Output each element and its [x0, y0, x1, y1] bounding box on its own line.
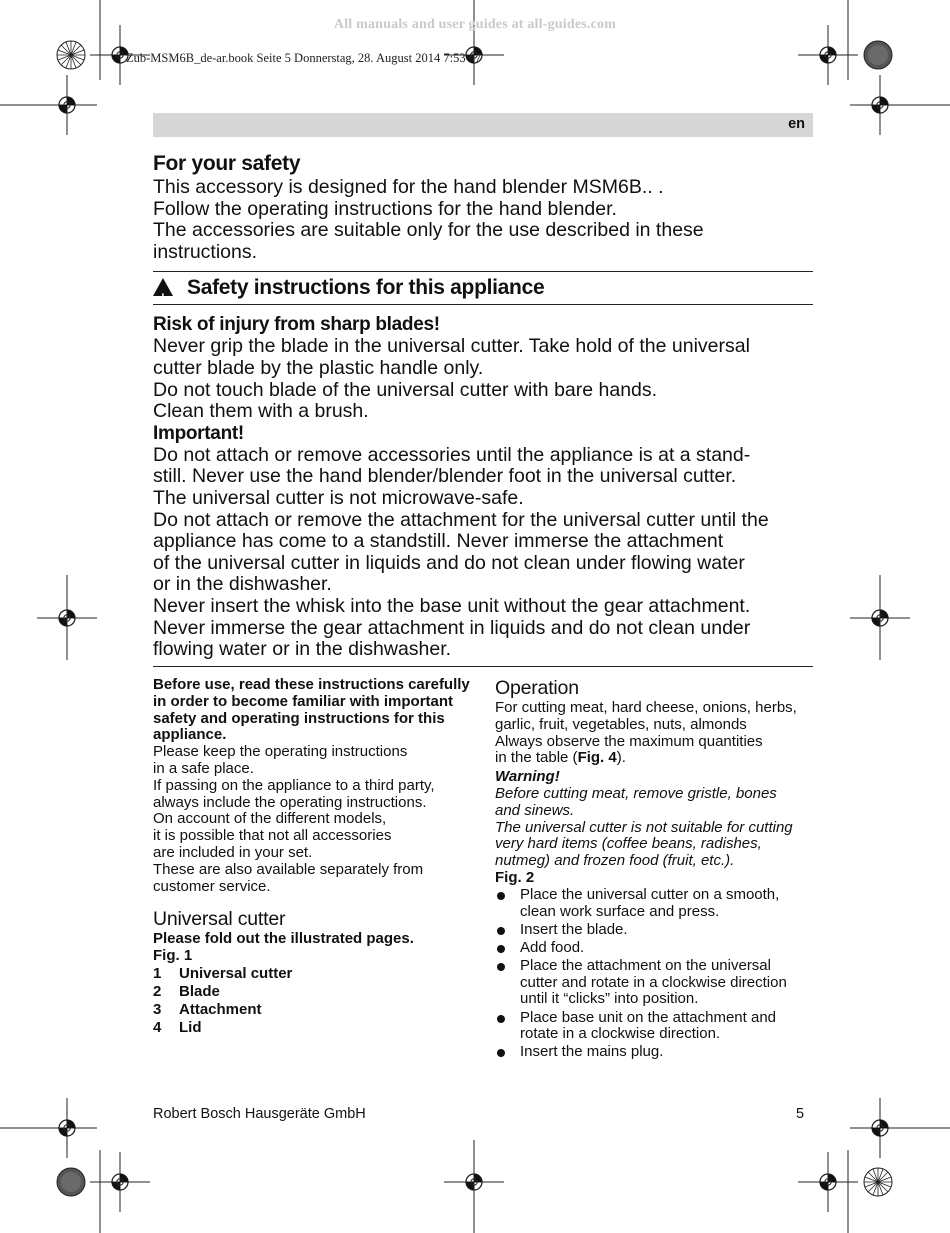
safety-instructions-heading — [153, 272, 818, 304]
fold-out-note: Please fold out the illustrated pages. — [153, 930, 414, 948]
list-item: Insert the mains plug. — [495, 1044, 820, 1061]
warning-line: Before cutting meat, remove gristle, bones — [495, 784, 777, 802]
list-item: 2 Blade — [153, 982, 220, 1000]
list-item: 3 Attachment — [153, 1000, 262, 1018]
left-column — [153, 677, 473, 1037]
intro-bold-line: appliance. — [153, 726, 227, 744]
warning-line: and sinews. — [495, 801, 575, 819]
important-line: flowing water or in the dishwasher. — [153, 638, 452, 661]
intro-line: are included in your set. — [153, 843, 313, 861]
important-line: The universal cutter is not microwave-safe. — [153, 486, 524, 509]
intro-line: If passing on the appliance to a third party, — [153, 776, 435, 794]
page-number: 5 — [796, 1106, 805, 1122]
universal-cutter-title: Universal cutter — [153, 908, 286, 931]
list-item: 4 Lid — [153, 1018, 202, 1036]
risk-line: Clean them with a brush. — [153, 400, 369, 423]
list-item: Insert the blade. — [495, 922, 820, 939]
fig-4-ref: Fig. 4 — [577, 749, 617, 767]
warning-triangle-icon — [153, 278, 173, 296]
parts-list — [153, 965, 473, 1037]
main-content — [153, 150, 818, 667]
risk-title: Risk of injury from sharp blades! — [153, 314, 440, 336]
list-item: 1 Universal cutter — [153, 964, 293, 982]
warning-label: Warning! — [495, 768, 560, 786]
operation-title: Operation — [495, 677, 579, 699]
list-item: Place the attachment on the universal cutter and rotate in a clockwise direction until it “clicks” into position. — [495, 958, 820, 1008]
table-reference: in the table (Fig. 4). — [495, 749, 626, 767]
intro-line: customer service. — [153, 877, 271, 895]
book-info-line: Zub-MSM6B_de-ar.book Seite 5 Donnerstag, 28. August 2014 7:53 07 — [126, 51, 482, 65]
operation-line: garlic, fruit, vegetables, nuts, almonds — [495, 715, 747, 733]
watermark: All manuals and user guides at all-guides.com — [333, 17, 617, 32]
risk-line: cutter blade by the plastic handle only. — [153, 356, 484, 379]
warning-line: very hard items (coffee beans, radishes, — [495, 835, 762, 853]
intro-bold-line: safety and operating instructions for this — [153, 709, 445, 727]
list-item: Place the universal cutter on a smooth, clean work surface and press. — [495, 887, 820, 921]
intro-line: always include the operating instructions. — [153, 793, 427, 811]
important-line: still. Never use the hand blender/blender foot in the universal cutter. — [153, 465, 737, 488]
language-code: en — [788, 116, 805, 132]
safety-line: instructions. — [153, 240, 258, 263]
right-column — [495, 676, 820, 1063]
intro-bold-line: in order to become familiar with important — [153, 692, 454, 710]
important-line: Never immerse the gear attachment in liquids and do not clean under — [153, 616, 751, 639]
important-title: Important! — [153, 422, 244, 444]
risk-line: Do not touch blade of the universal cutter with bare hands. — [153, 378, 658, 401]
operation-line: For cutting meat, hard cheese, onions, herbs, — [495, 699, 797, 716]
safety-line: This accessory is designed for the hand blender MSM6B.. . — [153, 176, 664, 198]
important-line: Never insert the whisk into the base unit without the gear attachment. — [153, 594, 751, 617]
footer-company: Robert Bosch Hausgeräte GmbH — [153, 1106, 366, 1122]
divider — [153, 304, 813, 305]
intro-line: it is possible that not all accessories — [153, 827, 392, 845]
important-line: Do not attach or remove the attachment for the universal cutter until the — [153, 508, 769, 531]
important-line: Do not attach or remove accessories until the appliance is at a stand- — [153, 443, 751, 466]
warning-line: The universal cutter is not suitable for cutting — [495, 818, 793, 836]
intro-line: Please keep the operating instructions — [153, 743, 408, 761]
intro-line: in a safe place. — [153, 759, 254, 777]
safety-instructions-title: Safety instructions for this appliance — [187, 276, 545, 300]
important-line: or in the dishwasher. — [153, 573, 332, 596]
safety-line: The accessories are suitable only for the use described in these — [153, 219, 704, 242]
fig-2-label: Fig. 2 — [495, 868, 535, 886]
language-bar — [153, 113, 813, 137]
safety-title: For your safety — [153, 152, 301, 175]
divider — [153, 666, 813, 667]
fig-1-label: Fig. 1 — [153, 947, 193, 965]
operation-line: Always observe the maximum quantities — [495, 732, 763, 750]
list-item: Add food. — [495, 940, 820, 957]
list-item: Place base unit on the attachment and rotate in a clockwise direction. — [495, 1010, 820, 1044]
intro-line: On account of the different models, — [153, 810, 387, 828]
warning-line: nutmeg) and frozen food (fruit, etc.). — [495, 852, 735, 870]
safety-line: Follow the operating instructions for the hand blender. — [153, 197, 617, 220]
intro-bold-line: Before use, read these instructions carefully — [153, 676, 470, 693]
steps-list — [495, 887, 820, 1061]
intro-line: These are also available separately from — [153, 860, 424, 878]
important-line: appliance has come to a standstill. Never immerse the attachment — [153, 530, 724, 553]
important-line: of the universal cutter in liquids and do not clean under flowing water — [153, 551, 745, 574]
risk-line: Never grip the blade in the universal cutter. Take hold of the universal — [153, 335, 750, 358]
